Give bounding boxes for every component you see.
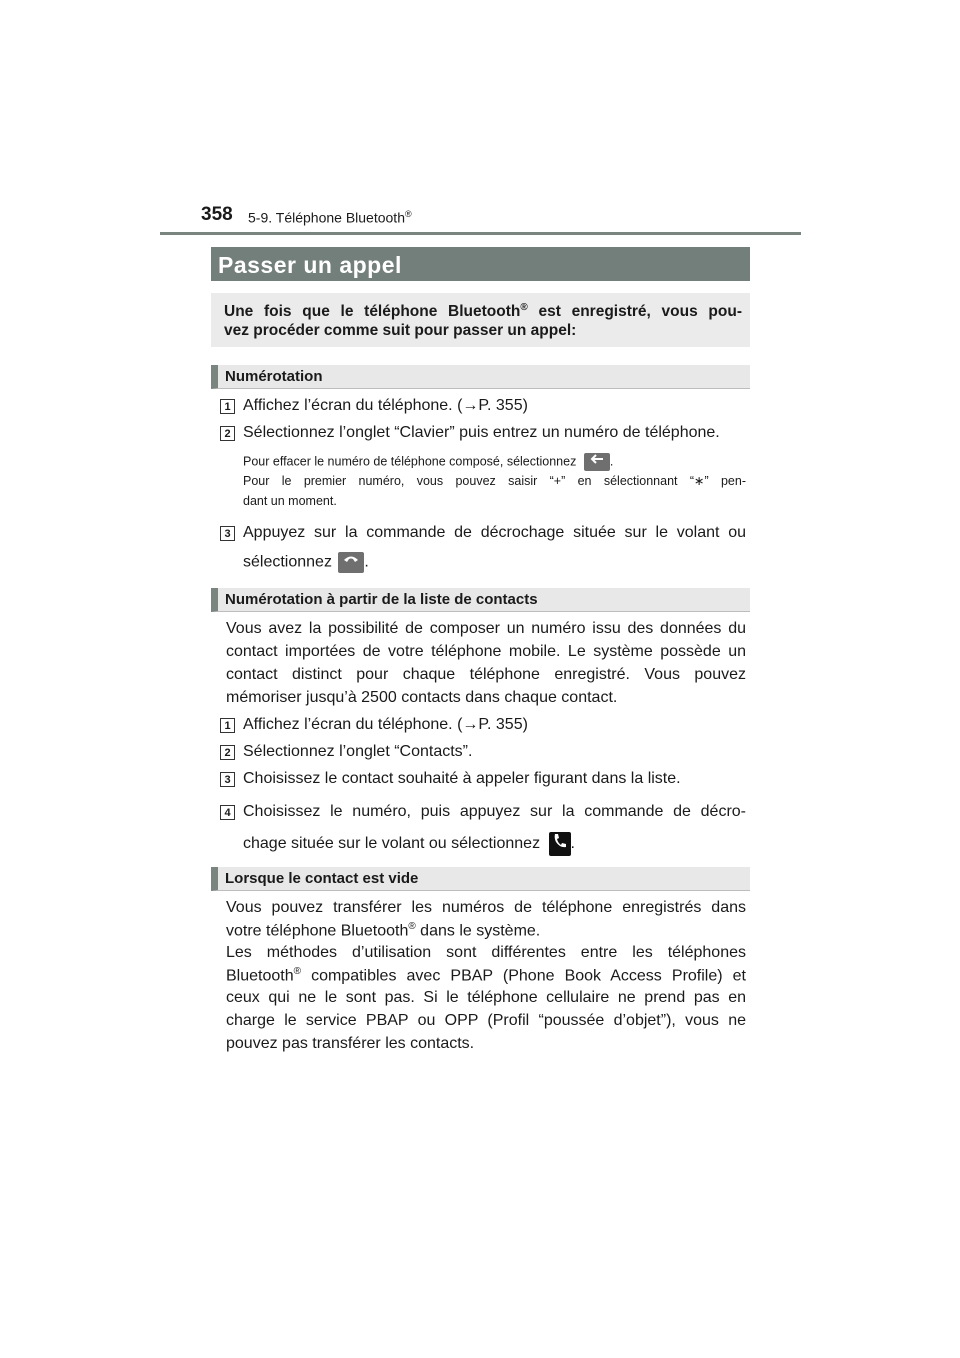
paragraph-text: Bluetooth (226, 967, 294, 985)
registered-mark: ® (520, 302, 528, 313)
step-number: 3 (220, 526, 235, 541)
paragraph-text: dans le système. (415, 922, 541, 940)
step-number: 1 (220, 718, 235, 733)
step-text-continued (243, 552, 369, 573)
backspace-icon (584, 453, 610, 471)
registered-mark: ® (404, 209, 412, 219)
page-title: Passer un appel (218, 252, 402, 278)
paragraph-line: Vous avez la possibilité de composer un numéro issu des données du (226, 620, 746, 637)
paragraph-line: contact importées de votre téléphone mobile. Le système possède un (226, 643, 746, 660)
paragraph-text: compatibles avec PBAP (Phone Book Access Profile) et (300, 967, 746, 985)
paragraph-line: ceux qui ne le sont pas. Si le téléphone cellulaire ne prend pas en (226, 989, 746, 1006)
step-number: 2 (220, 426, 235, 441)
step-text: Choisissez le contact souhaité à appeler figurant dans la liste. (243, 770, 681, 787)
step-text-end: . (570, 835, 575, 853)
intro-line-1 (224, 302, 742, 321)
paragraph-text: votre téléphone Bluetooth (226, 922, 409, 940)
paragraph-line: Vous pouvez transférer les numéros de téléphone enregistrés dans (226, 899, 746, 916)
header-rule (160, 232, 801, 235)
note-line-2: Pour le premier numéro, vous pouvez saisir “+” en sélectionnant “∗” pen- (243, 474, 746, 488)
phone-icon (549, 832, 571, 856)
paragraph-line (226, 966, 746, 985)
paragraph-line: contact distinct pour chaque téléphone enregistré. Vous pouvez (226, 666, 746, 683)
step-text: sélectionnez (243, 553, 332, 571)
paragraph-line: Les méthodes d’utilisation sont différentes entre les téléphones (226, 944, 746, 961)
step-text: Affichez l’écran du téléphone. (→P. 355) (243, 397, 528, 414)
section-title-empty-contact: Lorsque le contact est vide (225, 870, 419, 887)
paragraph-line: mémoriser jusqu’à 2500 contacts dans chaque contact. (226, 689, 618, 706)
section-title-numerotation: Numérotation (225, 368, 323, 385)
step-number: 4 (220, 805, 235, 820)
note-line-1 (243, 453, 613, 471)
step-text-continued (243, 832, 575, 856)
running-header (248, 209, 412, 226)
note-line-3: dant un moment. (243, 494, 337, 508)
paragraph-line: charge le service PBAP ou OPP (Profil “poussée d’objet”), vous ne (226, 1012, 746, 1029)
phone-hook-icon (338, 552, 364, 573)
intro-text-1a: Une fois que le téléphone Bluetooth (224, 303, 521, 321)
step-text: Affichez l’écran du téléphone. (→P. 355) (243, 716, 528, 733)
registered-mark: ® (293, 966, 301, 977)
step-text: Appuyez sur la commande de décrochage située sur le volant ou (243, 524, 746, 541)
step-number: 3 (220, 772, 235, 787)
step-text-end: . (364, 553, 369, 571)
step-text: Sélectionnez l’onglet “Clavier” puis entrez un numéro de téléphone. (243, 424, 720, 441)
running-header-text: 5-9. Téléphone Bluetooth (248, 209, 405, 226)
page-number: 358 (201, 204, 233, 225)
section-title-contacts: Numérotation à partir de la liste de contacts (225, 591, 538, 608)
intro-text-1b: est enregistré, vous pou- (527, 303, 742, 321)
registered-mark: ® (408, 921, 416, 932)
step-text: Sélectionnez l’onglet “Contacts”. (243, 743, 473, 760)
note-text-end: . (609, 454, 614, 469)
step-number: 2 (220, 745, 235, 760)
paragraph-line (226, 921, 540, 940)
step-number: 1 (220, 399, 235, 414)
step-text: Choisissez le numéro, puis appuyez sur la commande de décro- (243, 803, 746, 820)
step-text: chage située sur le volant ou sélectionnez (243, 835, 541, 853)
paragraph-line: pouvez pas transférer les contacts. (226, 1035, 475, 1052)
note-text: Pour effacer le numéro de téléphone composé, sélectionnez (243, 454, 577, 469)
intro-line-2: vez procéder comme suit pour passer un appel: (224, 322, 577, 339)
